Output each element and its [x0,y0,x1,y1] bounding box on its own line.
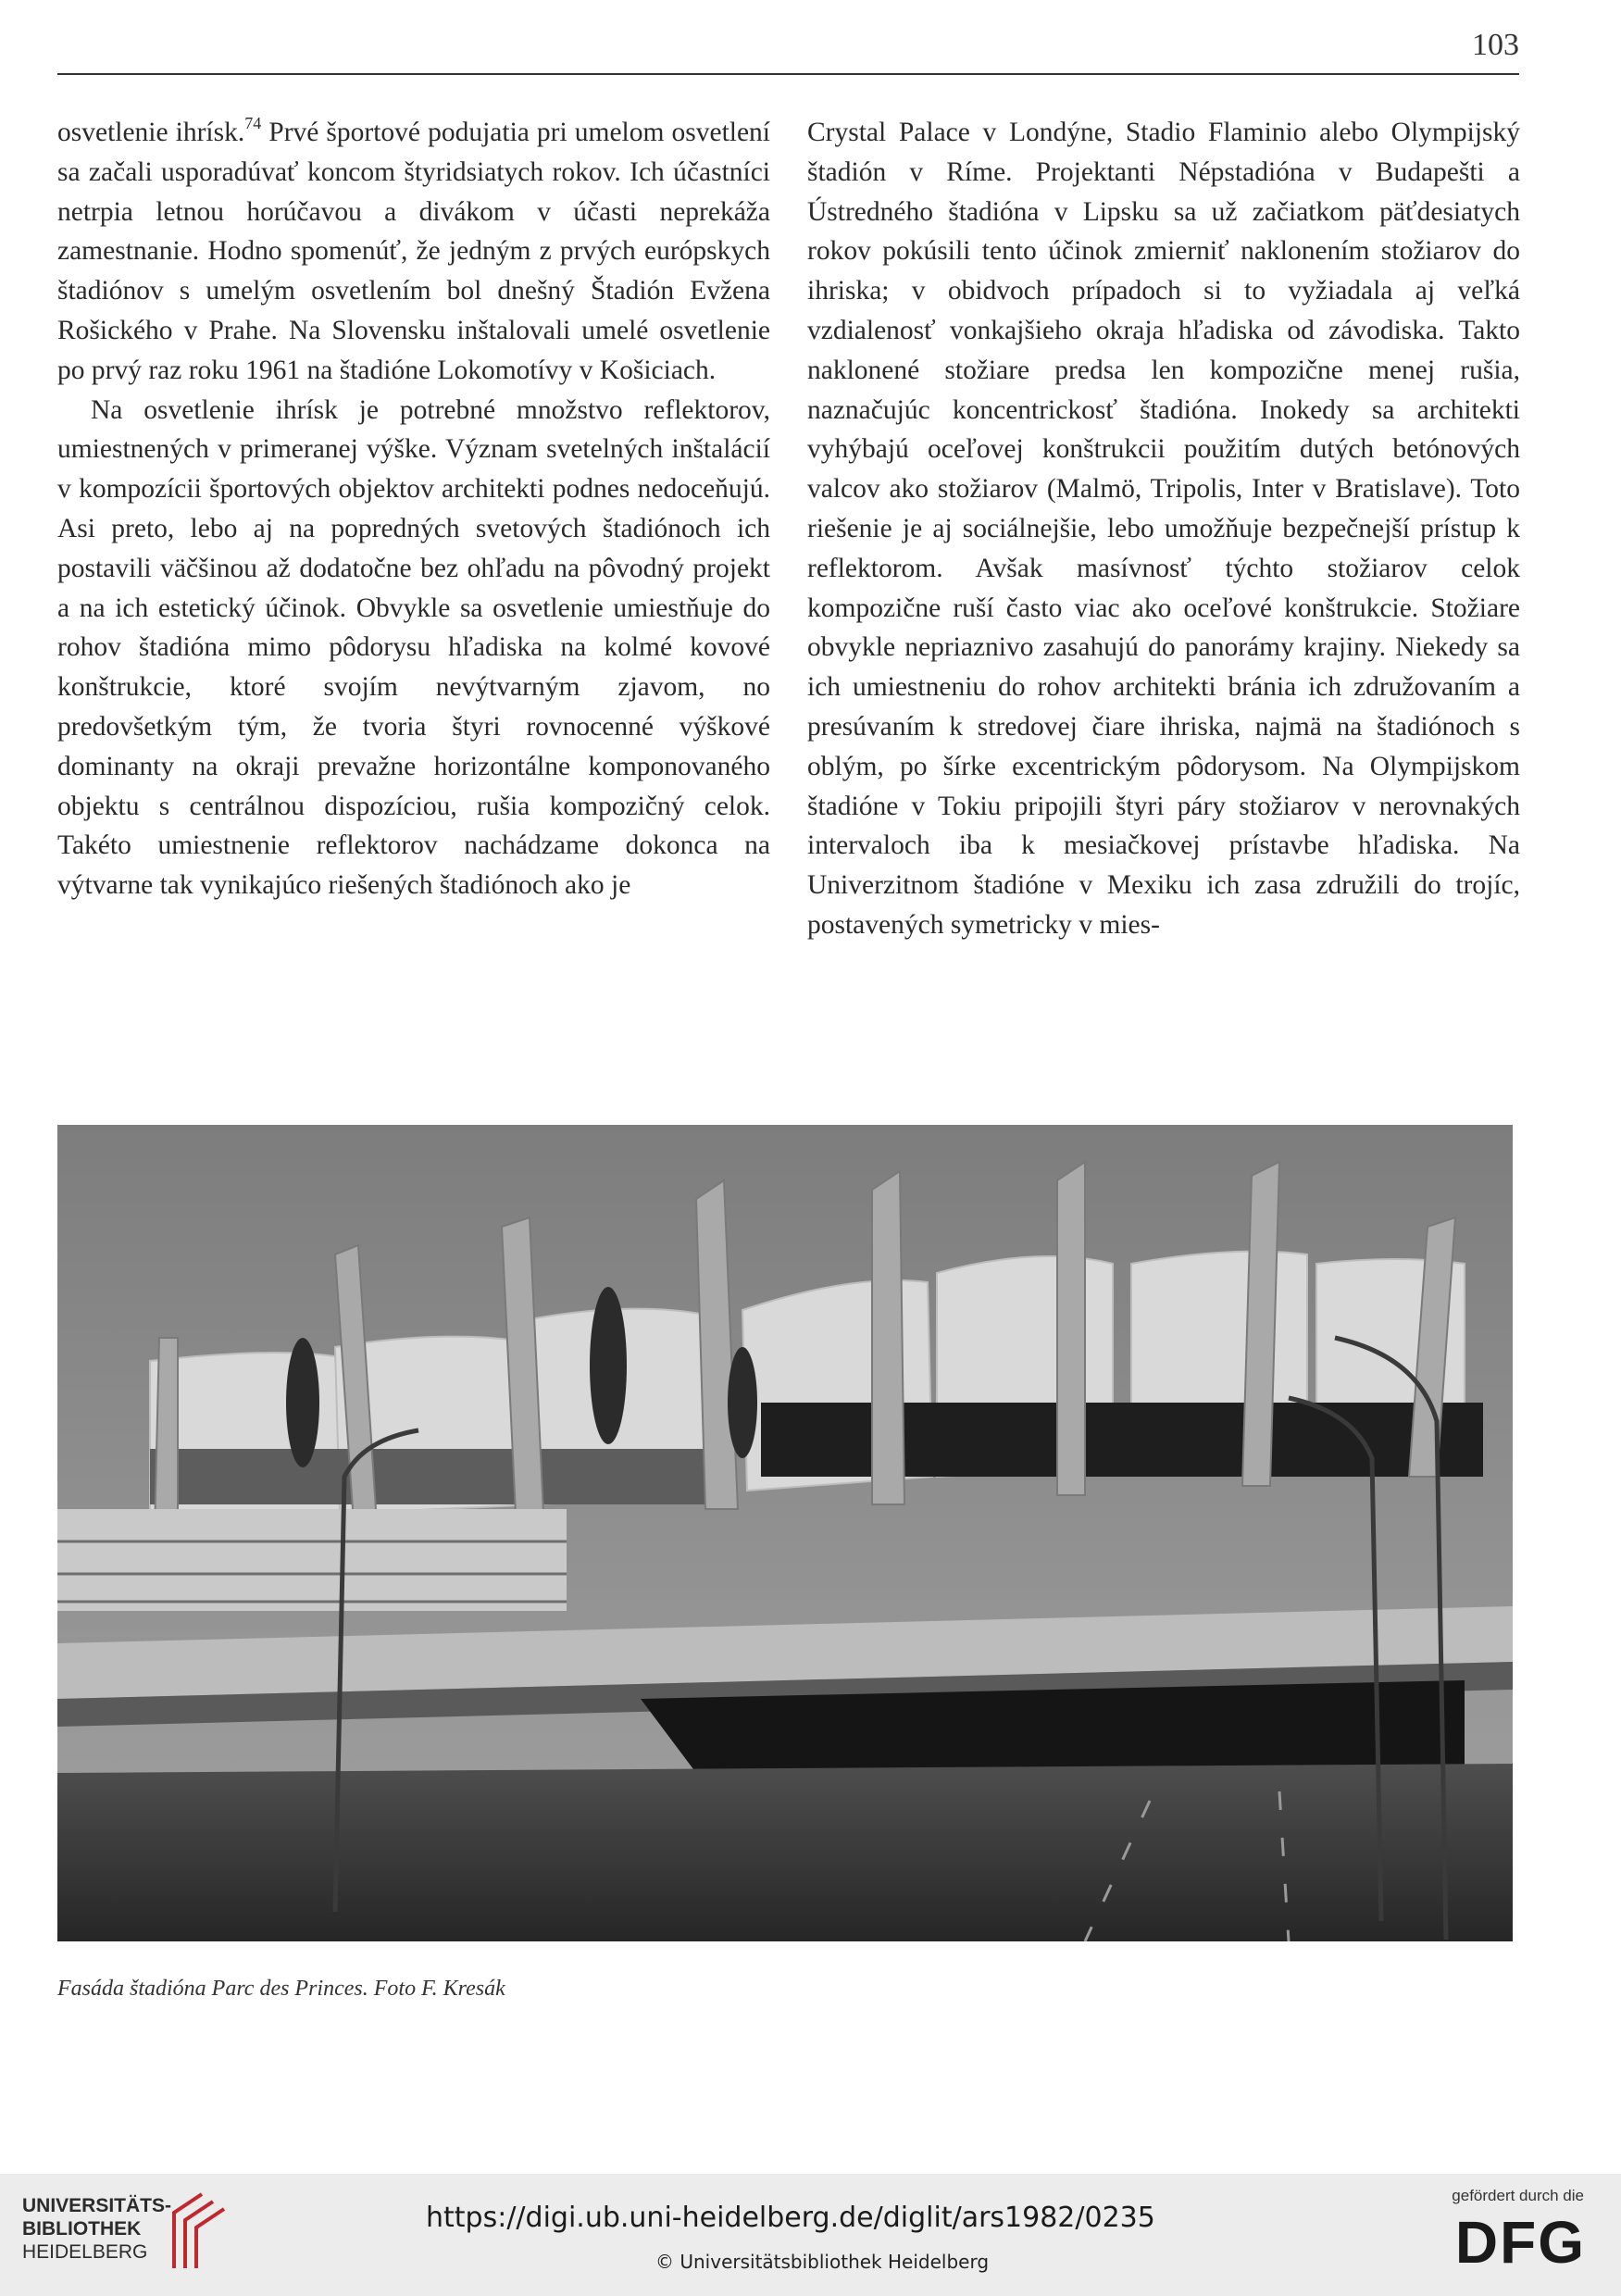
header-rule [57,73,1519,75]
footer-bar [0,2174,1621,2296]
footnote-ref-74[interactable]: 74 [244,114,262,132]
left-paragraph-2: Na osvetlenie ihrísk je potrebné množstvo reflektorov, umiestnených v primeranej výške. Význam svetelných inštalácií v kompozícii športových objektov architekti podnes nedoceňujú. Asi preto, lebo aj na popredných svetových štadiónoch ich postavili väčšinou až dodatočne bez ohľadu na pôvodný projekt a na ich estetický účinok. Obvykle sa osvetlenie umiestňuje do rohov štadióna mimo pôdorysu hľadiska na kolmé kovové konštrukcie, ktoré svojím nevýtvarným zjavom, no predovšetkým tým, že tvoria štyri rovnocenné výškové dominanty na okraji prevažne horizontálne komponovaného objektu s centrálnou dispozíciou, rušia kompozičný celok. Takéto umiestnenie reflektorov nachádzame dokonca na výtvarne tak vynikajúco riešených štadiónoch ako je [57,394,770,901]
library-logo-text[interactable] [22,2194,171,2264]
funder-label: gefördert durch die [1452,2187,1584,2204]
left-column [57,113,770,905]
citation-url-link[interactable]: https://digi.ub.uni-heidelberg.de/diglit/ars1982/0235 [426,2202,1155,2234]
copyright-text: © Universitätsbibliothek Heidelberg [655,2251,990,2273]
dfg-logo[interactable]: DFG [1454,2209,1586,2276]
library-line-2: BIBLIOTHEK [22,2218,142,2240]
left-paragraph-1-rest: Prvé športové podujatia pri umelom osvetlení sa začali usporadúvať koncom štyridsiatych rokov. Ich účastníci netrpia letnou horúčavou a divákom v účasti neprekáža zamestnanie. Hodno spomenúť, že jedným z prvých európskych štadiónov s umelým osvetlením bol dnešný Štadión Evžena Rošického v Prahe. Na Slovensku inštalovali umelé osvetlenie po prvý raz roku 1961 na štadióne Lokomotívy v Košiciach. [57,118,770,385]
stadium-photo [57,1125,1513,1941]
library-line-1: UNIVERSITÄTS- [22,2195,172,2216]
left-paragraph-1 [57,113,770,391]
library-emblem-icon [165,2185,230,2277]
stadium-photo-drawing [57,1125,1513,1941]
right-column [807,113,1520,945]
left-paragraph-1-start: osvetlenie ihrísk. [57,118,245,147]
photo-caption: Fasáda štadióna Parc des Princes. Foto F. Kresák [57,1977,505,2001]
page-number: 103 [1472,28,1519,62]
right-paragraph-1: Crystal Palace v Londýne, Stadio Flaminio alebo Olympijský štadión v Ríme. Projektanti Népstadióna v Budapešti a Ústredného štadióna v Lipsku sa už začiatkom päťdesiatych rokov pokúsili tento účinok zmierniť naklonením stožiarov do ihriska; v obidvoch prípadoch si to vyžiadala aj veľká vzdialenosť vonkajšieho okraja hľadiska od závodiska. Takto naklonené stožiare predsa len kompozične menej rušia, naznačujúc koncentrickosť štadióna. Inokedy sa architekti vyhýbajú oceľovej konštrukcii použitím dutých betónových valcov ako stožiarov (Malmö, Tripolis, Inter v Bratislave). Toto riešenie je aj sociálnejšie, lebo umožňuje bezpečnejší prístup k reflektorom. Avšak masívnosť týchto stožiarov celok kompozične ruší často viac ako oceľové konštrukcie. Stožiare obvykle nepriaznivo zasahujú do panorámy krajiny. Niekedy sa ich umiestneniu do rohov architekti bránia ich združovaním a presúvaním k stredovej čiare ihriska, najmä na štadiónoch s oblým, po šírke excentrickým pôdorysom. Na Olympijskom štadióne v Tokiu pripojili štyri páry stožiarov v nerovnakých intervaloch iba k mesiačkovej prístavbe hľadiska. Na Univerzitnom štadióne v Mexiku ich zasa združili do trojíc, postavených symetricky v mies- [807,118,1520,940]
library-line-3: HEIDELBERG [22,2241,148,2263]
